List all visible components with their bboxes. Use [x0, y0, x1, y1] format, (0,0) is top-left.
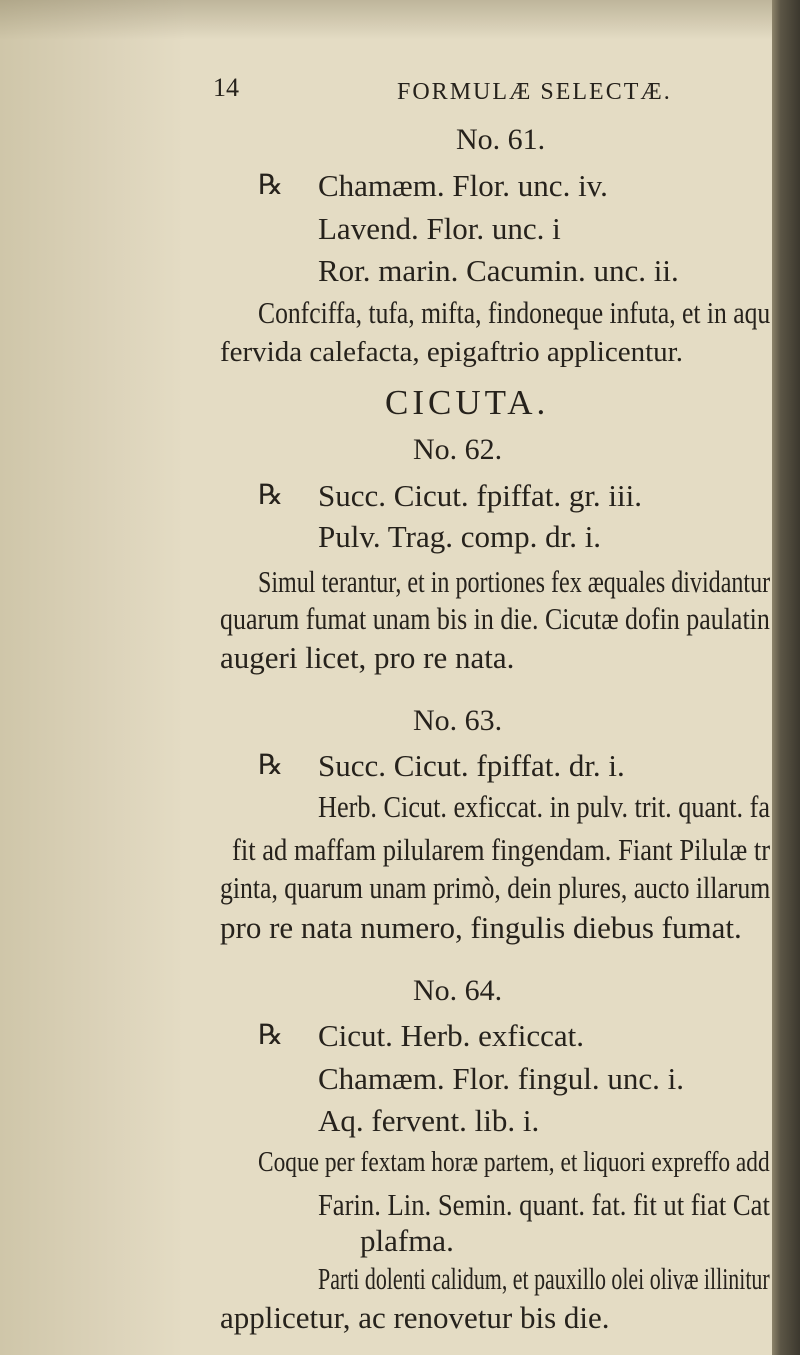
text-line: Confciffa, tufa, mifta, findoneque infuta, et in aqu [258, 295, 771, 331]
page-gutter-edge [772, 0, 800, 1355]
text-line: Herb. Cicut. exficcat. in pulv. trit. quant. fa [318, 789, 771, 824]
recipe-symbol: ℞ [258, 479, 284, 511]
section-title: CICUTA. [385, 382, 550, 422]
text-line: Ror. marin. Cacumin. unc. ii. [318, 252, 679, 288]
recipe-number-63: No. 63. [413, 704, 503, 738]
top-edge-shading [0, 0, 800, 40]
text-line: Cicut. Herb. exficcat. [318, 1017, 584, 1053]
text-line: Lavend. Flor. unc. i [318, 211, 561, 247]
recipe-symbol: ℞ [258, 169, 284, 201]
text-line: Chamæm. Flor. unc. iv. [318, 167, 608, 203]
text-line: fit ad maffam pilularem fingendam. Fiant Pilulæ tr [232, 831, 771, 867]
text-line: Parti dolenti calidum, et pauxillo olei olivæ illinitur [318, 1261, 770, 1297]
recipe-symbol: ℞ [258, 1019, 284, 1051]
text-line: plafma. [360, 1223, 454, 1259]
text-line: quarum fumat unam bis in die. Cicutæ dofin paulatin [220, 600, 770, 636]
text-line: augeri licet, pro re nata. [220, 639, 515, 675]
text-line: pro re nata numero, fingulis diebus fumat. [220, 910, 742, 946]
text-line: Chamæm. Flor. fingul. unc. i. [318, 1061, 684, 1097]
text-line: Farin. Lin. Semin. quant. fat. fit ut fiat Cat [318, 1186, 770, 1222]
running-title: FORMULÆ SELECTÆ. [397, 78, 672, 105]
text-line: Coque per fextam horæ partem, et liquori expreffo add [258, 1145, 770, 1178]
text-line: Pulv. Trag. comp. dr. i. [318, 518, 602, 554]
page-number: 14 [213, 73, 239, 102]
recipe-number-61: No. 61. [456, 122, 546, 156]
recipe-number-64: No. 64. [413, 973, 503, 1007]
text-line: fervida calefacta, epigaftrio applicentur. [220, 336, 683, 369]
text-line: Aq. fervent. lib. i. [318, 1102, 540, 1138]
text-line: applicetur, ac renovetur bis die. [220, 1300, 610, 1335]
recipe-symbol: ℞ [258, 750, 284, 782]
text-line: Succ. Cicut. fpiffat. dr. i. [318, 748, 625, 784]
recipe-number-62: No. 62. [413, 432, 503, 466]
text-line: ginta, quarum unam primò, dein plures, aucto illarum [220, 870, 771, 906]
page-margin-shading [0, 0, 185, 1355]
text-line: Simul terantur, et in portiones fex æquales dividantur [258, 563, 771, 599]
text-line: Succ. Cicut. fpiffat. gr. iii. [318, 477, 643, 513]
